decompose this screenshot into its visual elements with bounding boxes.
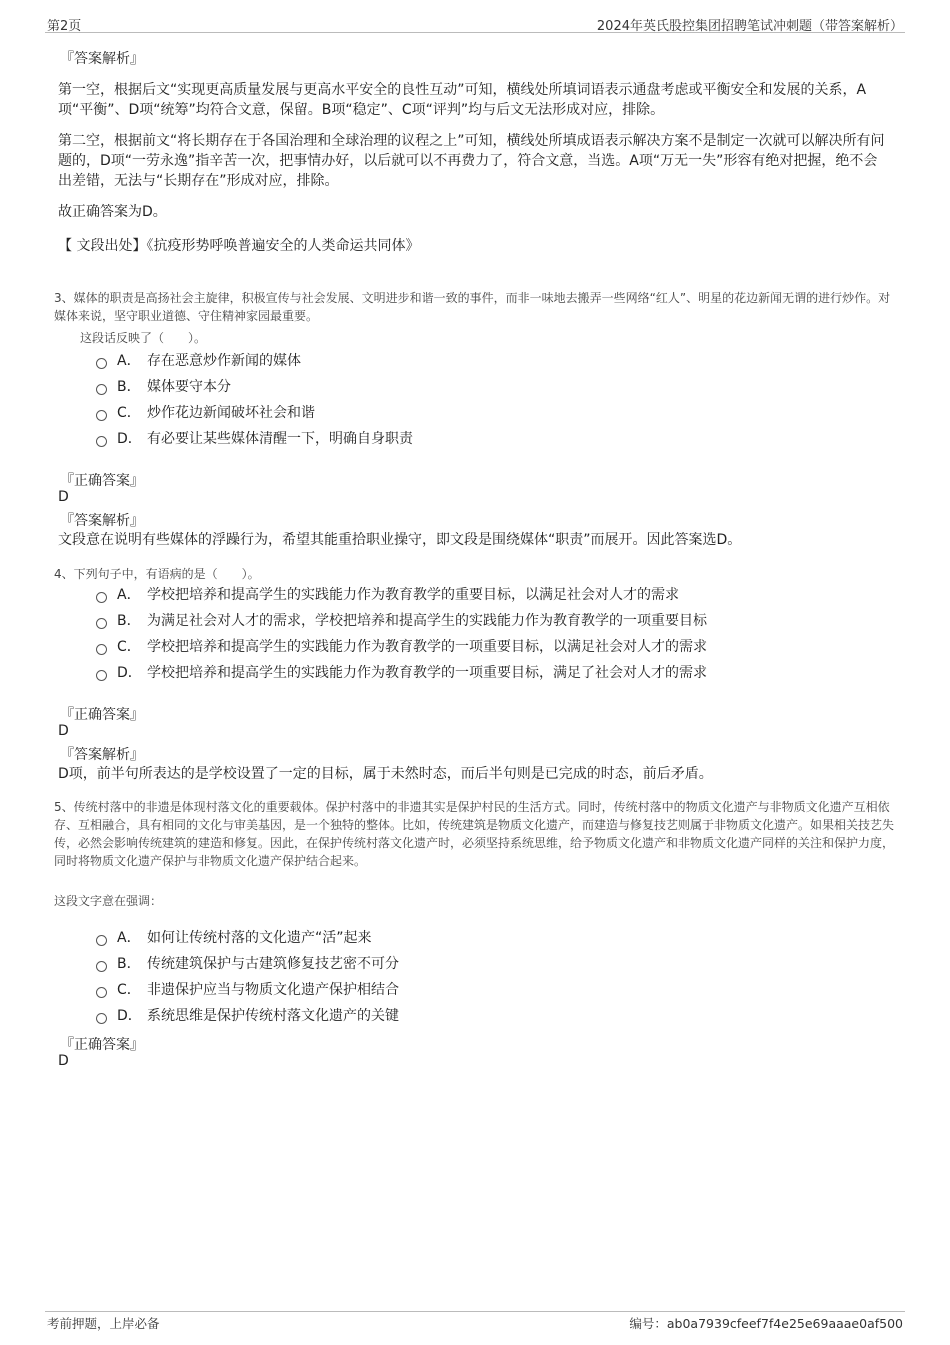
question-4-text: 4、下列句子中，有语病的是（ ）。 [54, 567, 260, 581]
option-letter: B． [117, 956, 141, 972]
option-letter: D． [117, 431, 142, 447]
option-letter: C． [117, 405, 141, 421]
footer-divider [45, 1311, 905, 1312]
q4-option-c[interactable] [96, 636, 707, 656]
radio-icon[interactable] [96, 1013, 107, 1024]
radio-icon[interactable] [96, 670, 107, 681]
correct-answer-label: 『正确答案』 [60, 707, 144, 723]
source-citation: 【 文段出处】《抗疫形势呼唤普遍安全的人类命运共同体》 [58, 238, 420, 254]
analysis-label: 『答案解析』 [60, 513, 144, 529]
option-letter: A． [117, 930, 141, 946]
q3-option-a[interactable] [96, 350, 301, 370]
document-serial-number: 编号：ab0a7939cfeef7f4e25e69aaae0af500 [629, 1316, 903, 1331]
q4-option-a[interactable] [96, 584, 679, 604]
radio-icon[interactable] [96, 644, 107, 655]
q3-option-b[interactable] [96, 376, 231, 396]
option-text: 传统建筑保护与古建筑修复技艺密不可分 [147, 956, 399, 972]
option-letter: D． [117, 1008, 142, 1024]
analysis-text: D项，前半句所表达的是学校设置了一定的目标，属于未然时态，而后半句则是已完成的时态，前后矛盾。 [58, 766, 713, 782]
question-5-prompt: 这段文字意在强调： [54, 894, 163, 908]
question-3-text: 3、媒体的职责是高扬社会主旋律，积极宣传与社会发展、文明进步和谐一致的事件，而非一味地去搬弄一些网络“红人”、明星的花边新闻无谓的进行炒作。对媒体来说，坚守职业道德、守住精神家园最重要。 [54, 291, 891, 323]
q5-option-c[interactable] [96, 979, 399, 999]
question-5-text: 5、传统村落中的非遗是体现村落文化的重要载体。保护村落中的非遗其实是保护村民的生活方式。同时，传统村落中的物质文化遗产与非物质文化遗产互相依存、互相融合，具有相同的文化与审美基因，是一个独特的整体。比如，传统建筑是物质文化遗产，而建造与修复技艺则属于非物质文化遗产。如果相关技艺失传，必然会影响传统建筑的建造和修复。因此，在保护传统村落文化遗产时，必须坚持系统思维，给予物质文化遗产和非物质文化遗产同样的关注和保护力度，同时将物质文化遗产保护与非物质文化遗产保护结合起来。 [54, 800, 895, 868]
option-text: 媒体要守本分 [147, 379, 231, 395]
correct-answer-label: 『正确答案』 [60, 1037, 144, 1053]
radio-icon[interactable] [96, 987, 107, 998]
page-number: 第2页 [47, 19, 82, 34]
q3-option-d[interactable] [96, 428, 413, 448]
analysis-conclusion: 故正确答案为D。 [58, 204, 167, 220]
option-text: 炒作花边新闻破坏社会和谐 [147, 405, 315, 421]
radio-icon[interactable] [96, 592, 107, 603]
document-title: 2024年英氏股控集团招聘笔试冲刺题（带答案解析） [596, 19, 903, 34]
q5-option-b[interactable] [96, 953, 399, 973]
option-text: 有必要让某些媒体清醒一下，明确自身职责 [147, 431, 413, 447]
option-letter: D． [117, 665, 142, 681]
option-letter: A． [117, 587, 141, 603]
header-divider [45, 32, 905, 33]
q3-option-c[interactable] [96, 402, 315, 422]
option-text: 为满足社会对人才的需求，学校把培养和提高学生的实践能力作为教育教学的一项重要目标 [147, 613, 707, 629]
correct-answer-label: 『正确答案』 [60, 473, 144, 489]
option-text: 存在恶意炒作新闻的媒体 [147, 353, 301, 369]
radio-icon[interactable] [96, 618, 107, 629]
radio-icon[interactable] [96, 384, 107, 395]
option-letter: C． [117, 982, 141, 998]
footer-slogan: 考前押题，上岸必备 [47, 1316, 160, 1331]
correct-answer-value: D [58, 489, 69, 505]
option-text: 系统思维是保护传统村落文化遗产的关键 [147, 1008, 399, 1024]
question-3-prompt: 这段话反映了（ ）。 [80, 331, 207, 345]
radio-icon[interactable] [96, 410, 107, 421]
q5-option-d[interactable] [96, 1005, 399, 1025]
option-letter: A． [117, 353, 141, 369]
radio-icon[interactable] [96, 436, 107, 447]
option-text: 如何让传统村落的文化遗产“活”起来 [147, 930, 372, 946]
analysis-paragraph-2: 第二空，根据前文“将长期存在于各国治理和全球治理的议程之上”可知，横线处所填成语表示解决方案不是制定一次就可以解决所有问题的，D项“一劳永逸”指辛苦一次，把事情办好，以后就可以不再费力了，符合文意，当选。A项“万无一失”形容有绝对把握，绝不会出差错，无法与“长期存在”形成对应，排除。 [58, 133, 885, 189]
option-letter: B． [117, 379, 141, 395]
q5-option-a[interactable] [96, 927, 372, 947]
analysis-text: 文段意在说明有些媒体的浮躁行为，希望其能重拾职业操守，即文段是围绕媒体“职责”而展开。因此答案选D。 [58, 532, 742, 548]
q4-option-d[interactable] [96, 662, 707, 682]
option-text: 学校把培养和提高学生的实践能力作为教育教学的一项重要目标，以满足社会对人才的需求 [147, 639, 707, 655]
option-text: 学校把培养和提高学生的实践能力作为教育教学的重要目标，以满足社会对人才的需求 [147, 587, 679, 603]
option-text: 学校把培养和提高学生的实践能力作为教育教学的一项重要目标，满足了社会对人才的需求 [147, 665, 707, 681]
option-letter: B． [117, 613, 141, 629]
q4-option-b[interactable] [96, 610, 707, 630]
analysis-paragraph-1: 第一空，根据后文“实现更高质量发展与更高水平安全的良性互动”可知，横线处所填词语表示通盘考虑或平衡安全和发展的关系，A项“平衡”、D项“统筹”均符合文意，保留。B项“稳定”、C项“评判”均与后文无法形成对应，排除。 [58, 82, 867, 118]
analysis-label: 『答案解析』 [60, 51, 144, 67]
correct-answer-value: D [58, 723, 69, 739]
radio-icon[interactable] [96, 961, 107, 972]
radio-icon[interactable] [96, 935, 107, 946]
analysis-label: 『答案解析』 [60, 747, 144, 763]
option-letter: C． [117, 639, 141, 655]
radio-icon[interactable] [96, 358, 107, 369]
correct-answer-value: D [58, 1053, 69, 1069]
option-text: 非遗保护应当与物质文化遗产保护相结合 [147, 982, 399, 998]
